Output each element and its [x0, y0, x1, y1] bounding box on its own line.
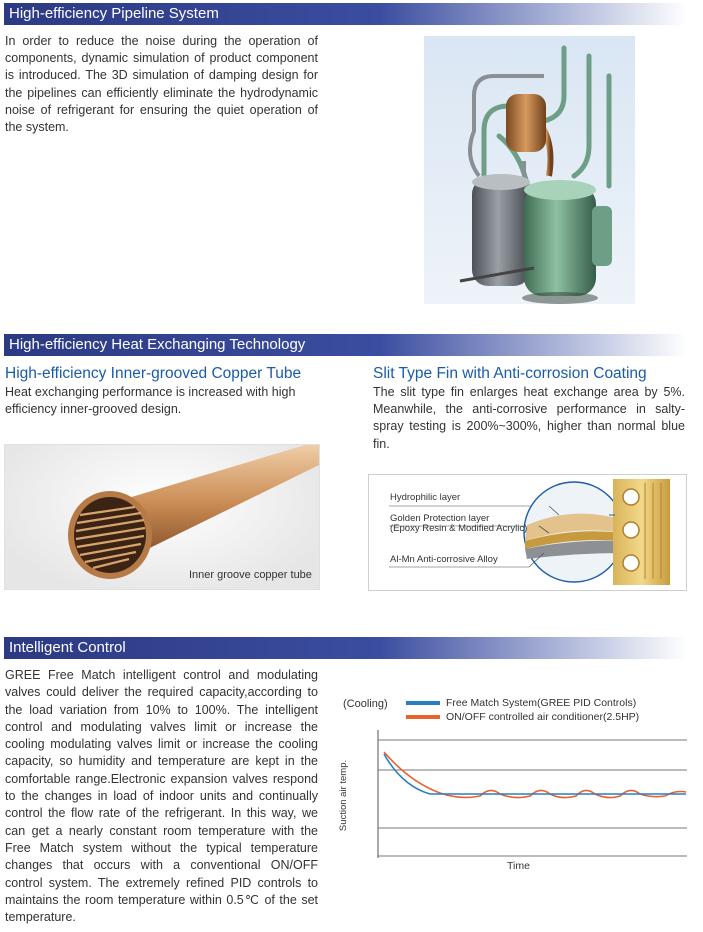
fin-coating-diagram [368, 474, 687, 591]
section-header-pipeline [4, 3, 687, 25]
section-title-heat-exchange: High-efficiency Heat Exchanging Technology [9, 336, 306, 353]
slit-fin-body-text: The slit type fin enlarges heat exchange area by 5%. Meanwhile, the anti-corrosive performance in salty-spray testing is 200%~300%, higher than normal blue fin. [373, 385, 685, 451]
copper-tube-body-text: Heat exchanging performance is increased with high efficiency inner-grooved design. [5, 385, 296, 417]
section-header-heat-exchange [4, 334, 687, 356]
layer-alloy-label: Al-Mn Anti-corrosive Alloy [390, 554, 498, 565]
chart-y-axis-label: Suction air temp. [338, 759, 350, 832]
layer-hydrophilic-label: Hydrophilic layer [390, 492, 461, 503]
section-title-intelligent-control: Intelligent Control [9, 639, 126, 656]
series-onoff-line [384, 752, 686, 798]
pipeline-body-text: In order to reduce the noise during the operation of components, dynamic simulation of product component is introduced. The 3D simulation of damping design for the pipelines can efficiently eliminate the hydrodynamic noise of refrigerant for ensuring the quiet operation of the system. [5, 34, 318, 135]
section-title-pipeline: High-efficiency Pipeline System [9, 5, 219, 22]
intelligent-control-body-text: GREE Free Match intelligent control and modulating valves could deliver the required capacity,according to the load variation from 10% to 100%. The intelligent control and modulating valves limit or increase the cooling modulating valves limit or increase the cooling capacity, so humidity and temperature are kept in the comfortable range.Electronic expansion valves respond to the changes in load of indoor units and continually control the flow rate of the refrigerant. In this way, we can get a nearly constant room temperature with the Free Match system without the typical temperature changes that occurs with a conventional ON/OFF control system. The extremely refined PID controls to maintains the room temperature within 0.5℃ of the set temperature. [5, 668, 318, 925]
slit-fin-heading: Slit Type Fin with Anti-corrosion Coating [373, 365, 647, 382]
layer-golden-sublabel: (Epoxy Resin & Modified Acrylic) [390, 523, 528, 534]
chart-mode-label: (Cooling) [343, 698, 388, 710]
legend-freematch-label: Free Match System(GREE PID Controls) [446, 697, 637, 709]
section-header-intelligent-control [4, 637, 687, 659]
copper-tube-heading: High-efficiency Inner-grooved Copper Tube [5, 365, 302, 382]
temperature-control-chart [340, 690, 690, 880]
pipeline-compressor-image [424, 36, 635, 304]
copper-tube-caption: Inner groove copper tube [189, 569, 312, 581]
chart-x-axis-label: Time [507, 860, 530, 872]
legend-onoff-label: ON/OFF controlled air conditioner(2.5HP) [446, 711, 640, 723]
layer-golden-label: Golden Protection layer [390, 513, 490, 524]
